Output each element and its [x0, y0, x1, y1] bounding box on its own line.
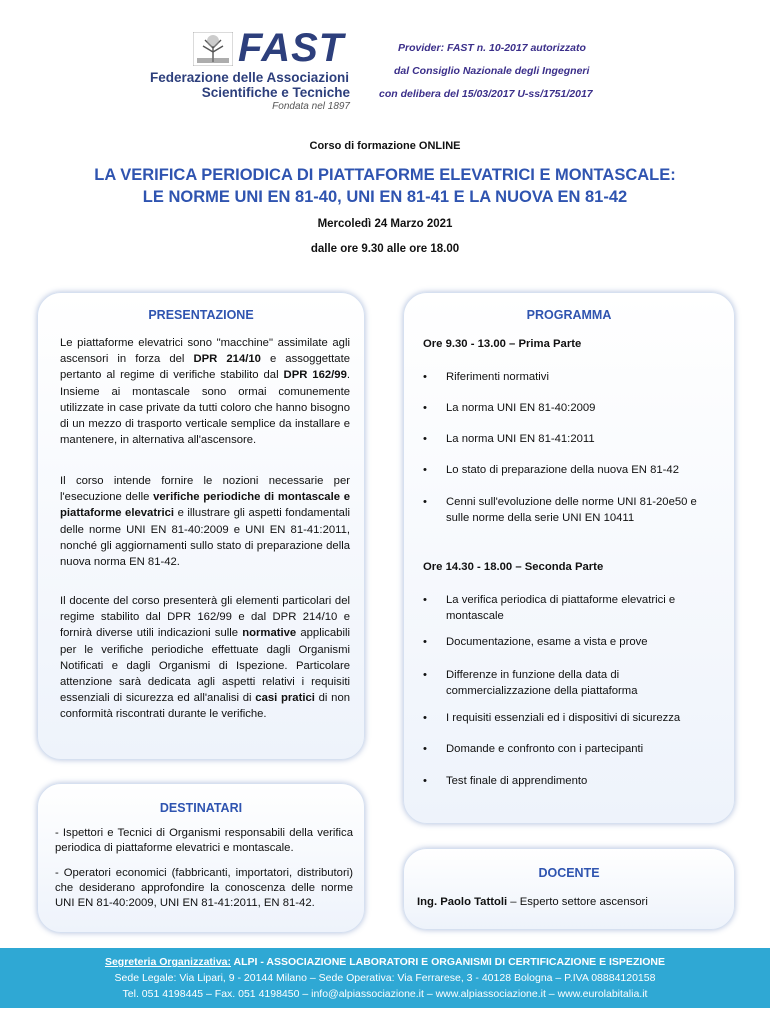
- course-type: Corso di formazione ONLINE: [309, 140, 461, 152]
- footer: [0, 948, 770, 1008]
- docente-title: DOCENTE: [538, 866, 600, 880]
- org-founded: Fondata nel 1897: [272, 101, 350, 112]
- destinatari-paragraph-2: - Operatori economici (fabbricanti, importatori, distributori) che desiderano approfondire la conoscenza delle norme UNI EN 81-40:2009, UNI EN 81-41:2011, EN 81-42.: [55, 867, 353, 909]
- course-title-line2: LE NORME UNI EN 81-40, UNI EN 81-41 E LA NUOVA EN 81-42: [142, 188, 628, 206]
- footer-line3: Tel. 051 4198445 – Fax. 051 4198450 – info@alpiassociazione.it – www.alpiassociazione.it – www.eurolabitalia.it: [122, 988, 648, 1000]
- presentazione-box: [37, 292, 365, 760]
- destinatari-box: [37, 783, 365, 933]
- provider-line1: Provider: FAST n. 10-2017 autorizzato: [398, 42, 586, 54]
- docente-info: Ing. Paolo Tattoli – Esperto settore ascensori: [417, 896, 648, 908]
- destinatari-paragraph-1: - Ispettori e Tecnici di Organismi responsabili della verifica periodica di piattaforme elevatrici e montascale.: [55, 827, 353, 854]
- course-hours: dalle ore 9.30 alle ore 18.00: [310, 243, 460, 255]
- presentazione-title: PRESENTAZIONE: [148, 308, 254, 322]
- provider-line3: con delibera del 15/03/2017 U-ss/1751/2017: [379, 88, 593, 100]
- footer-line2: Sede Legale: Via Lipari, 9 - 20144 Milano – Sede Operativa: Via Ferrarese, 3 - 40128 Bologna – P.IVA 08884120158: [114, 972, 656, 984]
- destinatari-title: DESTINATARI: [159, 801, 243, 815]
- org-name-line2: Scientifiche e Tecniche: [201, 85, 350, 100]
- presentazione-paragraph-3: Il docente del corso presenterà gli elementi particolari del regime stabilito dal DPR 162/99 e dal DPR 214/10 e fornirà diverse utili indicazioni sulle normative applicabili per le verifiche periodiche effettuate dagli Organismi Notificati e dagli Organismi di Ispezione. Particolare attenzione sarà dedicata agli aspetti relativi i requisiti essenziali di sicurezza ed all'analisi di casi pratici di non conformità riscontrati durante le verifiche.: [60, 595, 351, 721]
- course-date: Mercoledì 24 Marzo 2021: [317, 218, 453, 230]
- provider-line2: dal Consiglio Nazionale degli Ingegneri: [394, 65, 590, 77]
- presentazione-paragraph-1: Le piattaforme elevatrici sono "macchine" assimilate agli ascensori in forza del DPR 214/10 e assoggettate pertanto al regime di verifiche stabilito dal DPR 162/99. Insieme ai montascale sono ormai comunemente utilizzate in case private da tutti coloro che hanno bisogno di un mezzo di trasporto verticale semplice da installare e mantenere, in alternativa all'ascensore.: [60, 337, 351, 447]
- fast-logo-text: FAST: [238, 26, 345, 70]
- footer-line1: Segreteria Organizzativa: ALPI - ASSOCIAZIONE LABORATORI E ORGANISMI DI CERTIFICAZIONE E ISPEZIONE: [104, 956, 666, 968]
- programma-part1-heading: Ore 9.30 - 13.00 – Prima Parte: [423, 338, 582, 350]
- presentazione-paragraph-2: Il corso intende fornire le nozioni necessarie per l'esecuzione delle verifiche periodiche di montascale e piattaforme elevatrici e illustrare gli aspetti fondamentali delle norme UNI EN 81-40:2009 e UNI EN 81-41:2011, nonché gli aggiornamenti sullo stato di preparazione della nuova norma EN 81-42.: [60, 475, 350, 569]
- course-title-line1: LA VERIFICA PERIODICA DI PIATTAFORME ELEVATRICI E MONTASCALE:: [94, 166, 676, 184]
- org-name-line1: Federazione delle Associazioni: [150, 70, 350, 85]
- programma-part2-heading: Ore 14.30 - 18.00 – Seconda Parte: [423, 561, 604, 573]
- programma-title: PROGRAMMA: [526, 308, 612, 322]
- docente-box: [403, 848, 735, 930]
- fast-logo-emblem-icon: [193, 32, 233, 66]
